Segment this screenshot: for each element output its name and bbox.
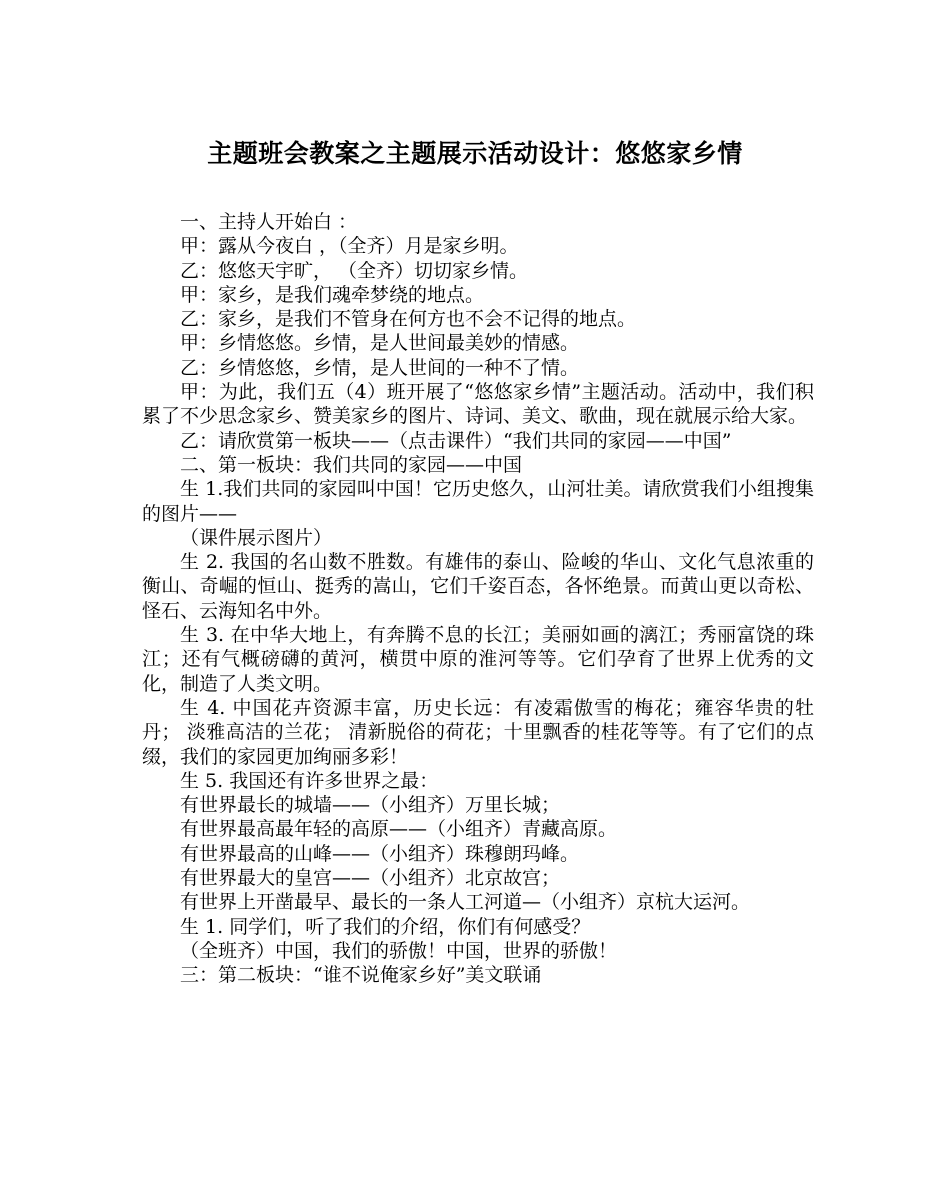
paragraph: 甲：家乡，是我们魂牵梦绕的地点。 xyxy=(180,283,485,306)
paragraph: 乙：家乡，是我们不管身在何方也不会不记得的地点。 xyxy=(180,308,637,331)
paragraph: 有世界最高最年轻的高原——（小组齐）青藏高原。 xyxy=(180,818,618,841)
page-title: 主题班会教案之主题展示活动设计：悠悠家乡情 xyxy=(207,139,743,168)
paragraph: 生 4. 中国花卉资源丰富，历史长远：有凌霜傲雪的梅花；雍容华贵的牡丹； 淡雅高洁的兰花； 清新脱俗的荷花；十里飘香的桂花等等。有了它们的点缀，我们的家园更加绚丽多彩！ xyxy=(142,696,814,768)
paragraph: 生 1.我们共同的家园叫中国！它历史悠久，山河壮美。请欣赏我们小组搜集的图片—— xyxy=(142,478,814,525)
paragraph: 乙：请欣赏第一板块——（点击课件）“我们共同的家园——中国” xyxy=(180,429,732,452)
paragraph: 一、主持人开始白 ： xyxy=(180,211,358,233)
paragraph: 乙：乡情悠悠，乡情，是人世间的一种不了情。 xyxy=(180,356,580,379)
paragraph: 生 3. 在中华大地上，有奔腾不息的长江；美丽如画的漓江；秀丽富饶的珠江；还有气概磅礴的黄河，横贯中原的淮河等等。它们孕育了世界上优秀的文化，制造了人类文明。 xyxy=(142,624,814,695)
section-heading: 三：第二板块：“谁不说俺家乡好”美文联诵 xyxy=(180,964,542,987)
paragraph: 有世界最大的皇宫——（小组齐）北京故宫； xyxy=(180,867,561,890)
paragraph: 乙：悠悠天宇旷， （全齐）切切家乡情。 xyxy=(180,259,529,282)
paragraph: 有世界最长的城墙——（小组齐）万里长城； xyxy=(180,794,561,817)
section-heading: 二、第一板块：我们共同的家园——中国 xyxy=(180,453,523,476)
paragraph: 有世界最高的山峰——（小组齐）珠穆朗玛峰。 xyxy=(180,842,580,865)
paragraph: 生 2. 我国的名山数不胜数。有雄伟的泰山、险峻的华山、文化气息浓重的衡山、奇崛的恒山、挺秀的嵩山，它们千姿百态，各怀绝景。而黄山更以奇松、怪石、云海知名中外。 xyxy=(142,551,814,622)
paragraph: 生 5. 我国还有许多世界之最： xyxy=(180,769,439,792)
document-body xyxy=(142,210,814,988)
paragraph: 甲：露从今夜白 ，（全齐）月是家乡明。 xyxy=(180,235,519,258)
paragraph: 甲：为此，我们五（4）班开展了“悠悠家乡情”主题活动。活动中，我们积累了不少思念家乡、赞美家乡的图片、诗词、美文、歌曲，现在就展示给大家。 xyxy=(142,381,814,428)
paragraph: （课件展示图片） xyxy=(180,526,333,549)
paragraph: 有世界上开凿最早、最长的一条人工河道—（小组齐）京杭大运河。 xyxy=(180,891,751,914)
paragraph: 生 1. 同学们，听了我们的介绍，你们有何感受？ xyxy=(180,915,591,938)
paragraph: （全班齐）中国，我们的骄傲！中国，世界的骄傲！ xyxy=(180,939,618,962)
paragraph: 甲：乡情悠悠。乡情，是人世间最美妙的情感。 xyxy=(180,332,580,355)
